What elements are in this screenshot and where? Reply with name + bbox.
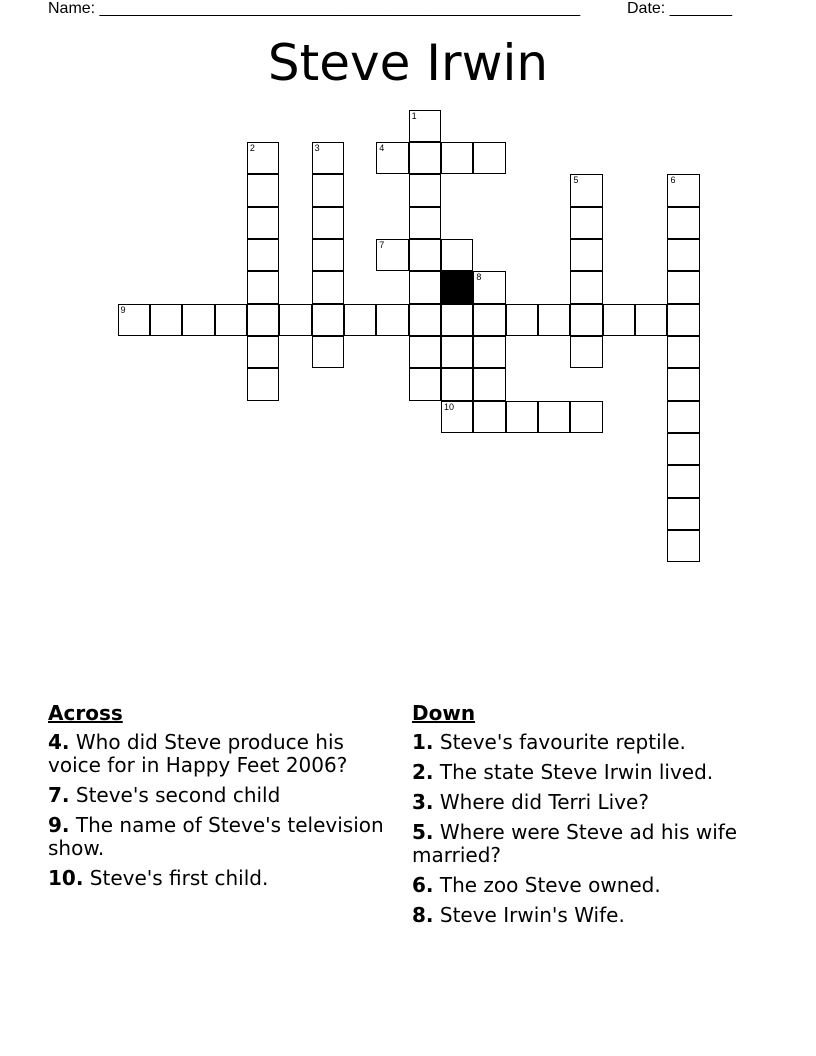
grid-cell[interactable]: [312, 207, 344, 239]
clue-number-label: 5: [573, 175, 579, 186]
grid-cell[interactable]: [570, 401, 602, 433]
down-clue: [412, 904, 762, 927]
grid-cell[interactable]: [441, 239, 473, 271]
clue-number: 3.: [412, 790, 434, 814]
grid-cell[interactable]: [409, 239, 441, 271]
grid-cell[interactable]: [376, 142, 408, 174]
grid-cell[interactable]: [409, 368, 441, 400]
clue-number-label: 3: [314, 142, 320, 153]
clue-number-label: 2: [249, 142, 255, 153]
grid-cell[interactable]: [441, 401, 473, 433]
grid-cell[interactable]: [570, 239, 602, 271]
clue-text: Where did Terri Live?: [439, 790, 649, 814]
grid-cell[interactable]: [538, 304, 570, 336]
grid-cell[interactable]: [182, 304, 214, 336]
grid-cell[interactable]: [312, 271, 344, 303]
grid-cell[interactable]: [279, 304, 311, 336]
down-clue: [412, 761, 762, 784]
name-field-label: Name: ______________________________________________________: [48, 0, 581, 17]
blocked-cell: [441, 271, 473, 303]
clue-text: Steve Irwin's Wife.: [439, 903, 625, 927]
grid-cell[interactable]: [215, 304, 247, 336]
grid-cell[interactable]: [441, 304, 473, 336]
grid-cell[interactable]: [473, 271, 505, 303]
clue-text: Steve's first child.: [89, 866, 269, 890]
grid-cell[interactable]: [247, 336, 279, 368]
grid-cell[interactable]: [312, 304, 344, 336]
clue-number-label: 9: [120, 304, 126, 315]
grid-cell[interactable]: [473, 401, 505, 433]
grid-cell[interactable]: [635, 304, 667, 336]
grid-cell[interactable]: [570, 336, 602, 368]
grid-cell[interactable]: [409, 110, 441, 142]
clue-text: Where were Steve ad his wife married?: [412, 820, 738, 867]
grid-cell[interactable]: [441, 368, 473, 400]
grid-cell[interactable]: [473, 336, 505, 368]
grid-cell[interactable]: [667, 498, 699, 530]
down-clue: [412, 791, 762, 814]
across-clues: [48, 702, 393, 897]
grid-cell[interactable]: [247, 207, 279, 239]
grid-cell[interactable]: [312, 239, 344, 271]
clue-text: Steve's second child: [75, 783, 281, 807]
down-clues: [412, 702, 762, 934]
grid-cell[interactable]: [473, 368, 505, 400]
grid-cell[interactable]: [409, 174, 441, 206]
grid-cell[interactable]: [538, 401, 570, 433]
grid-cell[interactable]: [667, 174, 699, 206]
grid-cell[interactable]: [667, 465, 699, 497]
grid-cell[interactable]: [570, 174, 602, 206]
clue-text: Who did Steve produce his voice for in Happy Feet 2006?: [48, 730, 348, 777]
clue-text: The name of Steve's television show.: [48, 813, 384, 860]
clue-number: 2.: [412, 760, 434, 784]
grid-cell[interactable]: [570, 271, 602, 303]
grid-cell[interactable]: [376, 239, 408, 271]
clue-number-label: 1: [411, 110, 417, 121]
clue-number: 9.: [48, 813, 70, 837]
grid-cell[interactable]: [667, 530, 699, 562]
clue-number: 5.: [412, 820, 434, 844]
across-clue: [48, 731, 393, 777]
clue-number: 4.: [48, 730, 70, 754]
grid-cell[interactable]: [409, 271, 441, 303]
grid-cell[interactable]: [247, 368, 279, 400]
grid-cell[interactable]: [150, 304, 182, 336]
grid-cell[interactable]: [118, 304, 150, 336]
grid-cell[interactable]: [570, 304, 602, 336]
grid-cell[interactable]: [312, 174, 344, 206]
grid-cell[interactable]: [247, 239, 279, 271]
clue-number: 10.: [48, 866, 84, 890]
down-heading: Down: [412, 701, 476, 725]
grid-cell[interactable]: [506, 304, 538, 336]
grid-cell[interactable]: [603, 304, 635, 336]
down-clue: [412, 874, 762, 897]
grid-cell[interactable]: [667, 207, 699, 239]
date-field-label: Date: _______: [627, 0, 732, 17]
grid-cell[interactable]: [376, 304, 408, 336]
across-clue: [48, 814, 393, 860]
across-clue: [48, 867, 393, 890]
grid-cell[interactable]: [344, 304, 376, 336]
grid-cell[interactable]: [667, 401, 699, 433]
grid-cell[interactable]: [247, 271, 279, 303]
grid-cell[interactable]: [570, 207, 602, 239]
grid-cell[interactable]: [247, 174, 279, 206]
clue-text: The state Steve Irwin lived.: [439, 760, 714, 784]
grid-cell[interactable]: [247, 304, 279, 336]
clue-number: 6.: [412, 873, 434, 897]
down-clue: [412, 731, 762, 754]
clue-number: 1.: [412, 730, 434, 754]
clue-text: The zoo Steve owned.: [439, 873, 661, 897]
grid-cell[interactable]: [667, 433, 699, 465]
grid-cell[interactable]: [409, 336, 441, 368]
grid-cell[interactable]: [506, 401, 538, 433]
grid-cell[interactable]: [667, 368, 699, 400]
grid-cell[interactable]: [473, 304, 505, 336]
grid-cell[interactable]: [312, 142, 344, 174]
grid-cell[interactable]: [441, 336, 473, 368]
grid-cell[interactable]: [473, 142, 505, 174]
grid-cell[interactable]: [409, 207, 441, 239]
clue-number-label: 6: [670, 175, 676, 186]
clue-number: 7.: [48, 783, 70, 807]
grid-cell[interactable]: [667, 336, 699, 368]
clue-number-label: 7: [379, 239, 385, 250]
across-heading: Across: [48, 701, 123, 725]
clue-number-label: 10: [444, 401, 455, 412]
grid-cell[interactable]: [441, 142, 473, 174]
grid-cell[interactable]: [409, 304, 441, 336]
grid-cell[interactable]: [667, 239, 699, 271]
grid-cell[interactable]: [247, 142, 279, 174]
page-title: Steve Irwin: [267, 34, 549, 92]
across-clue: [48, 784, 393, 807]
grid-cell[interactable]: [667, 304, 699, 336]
clue-text: Steve's favourite reptile.: [439, 730, 686, 754]
clue-number: 8.: [412, 903, 434, 927]
grid-cell[interactable]: [409, 142, 441, 174]
clue-number-label: 4: [379, 142, 385, 153]
grid-cell[interactable]: [667, 271, 699, 303]
clue-number-label: 8: [476, 272, 482, 283]
down-clue: [412, 821, 762, 867]
grid-cell[interactable]: [312, 336, 344, 368]
